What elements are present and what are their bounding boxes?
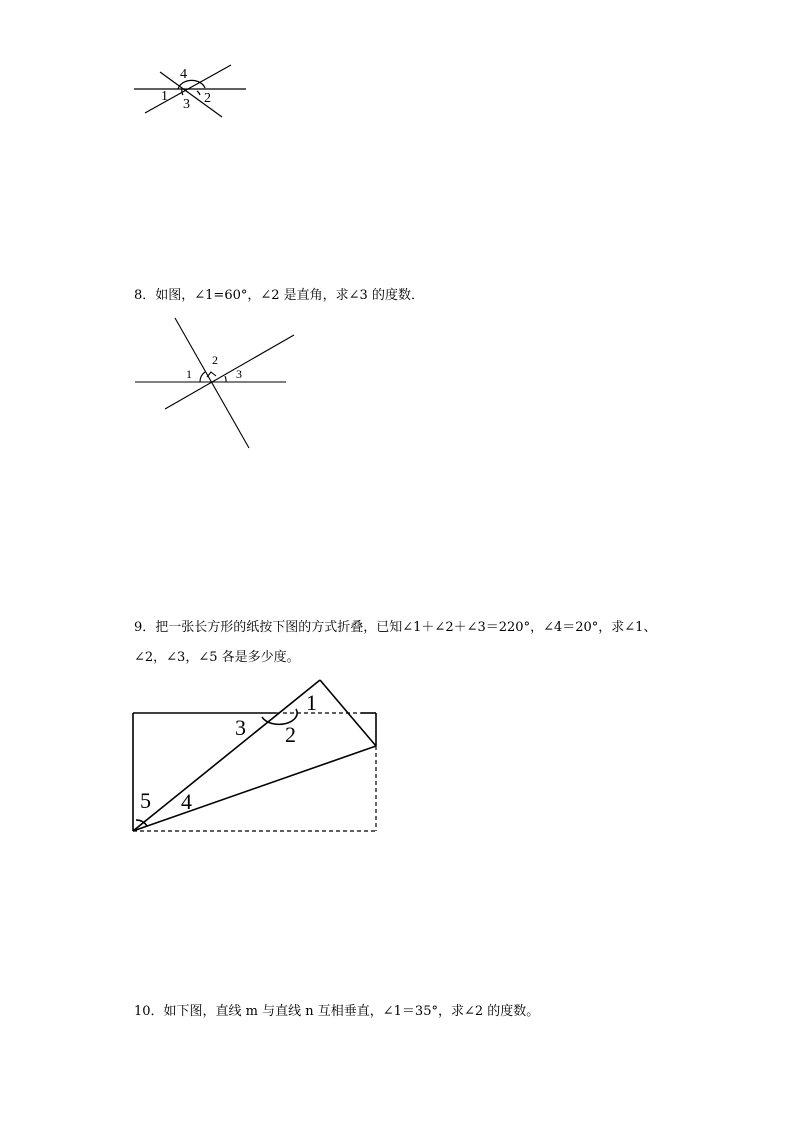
angle-label-2: 2 [204,91,211,106]
angle-label-4: 4 [181,789,192,814]
angle-label-3: 3 [235,715,246,740]
angle-arc-1 [200,372,205,382]
question-9-line-2: ∠2，∠3，∠5 各是多少度。 [134,650,300,665]
figure-q7 [0,0,794,130]
fold-edge-long [133,680,320,831]
angle-label-2: 2 [212,353,218,367]
line-steep [175,318,249,448]
fold-crease [133,746,376,831]
question-8-text: 8．如图，∠1=60°，∠2 是直角，求∠3 的度数． [134,288,424,303]
angle-label-2: 2 [285,722,296,747]
angle-label-1: 1 [161,89,168,104]
angle-label-4: 4 [180,67,187,82]
figure-q9 [0,670,794,840]
angle-label-5: 5 [140,788,151,813]
figure-q8 [0,300,794,460]
question-9-line-1: 9．把一张长方形的纸按下图的方式折叠，已知∠1＋∠2＋∠3＝220°，∠4＝20°，求∠1、 [134,620,657,635]
angle-label-1: 1 [186,367,192,381]
line-falling [160,72,222,117]
question-10-text: 10．如下图，直线 m 与直线 n 互相垂直，∠1＝35°，求∠2 的度数。 [134,1004,540,1019]
angle-arc-2 [197,91,200,95]
angle-arc-3 [225,376,226,382]
angle-label-1: 1 [306,690,317,715]
line-shallow [165,335,294,409]
angle-label-3: 3 [236,367,242,381]
angle-label-3: 3 [183,97,190,112]
